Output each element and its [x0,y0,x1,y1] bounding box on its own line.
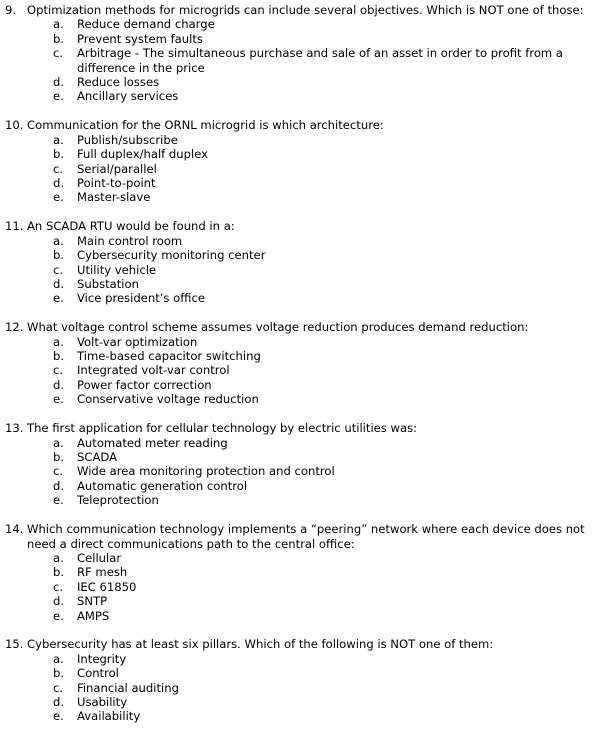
answer-option [0,493,603,507]
question-stem [0,3,603,17]
question-text: Optimization methods for microgrids can include several objectives. Which is NOT one of those: [27,3,584,17]
option-letter: e. [53,89,64,104]
option-text: Main control room [77,233,183,248]
option-letter: d. [53,175,65,190]
question-text: Communication for the ORNL microgrid is which architecture: [27,118,384,133]
answer-option [0,450,603,464]
option-letter: e. [53,291,64,306]
quiz-document [0,3,603,738]
answer-options [0,652,603,724]
option-text: Power factor correction [77,377,212,392]
answer-option [0,551,603,565]
option-letter: a. [53,435,64,450]
question-text: The first application for cellular technology by electric utilities was: [27,421,418,436]
question-block [0,637,603,723]
answer-option [0,234,603,248]
option-text: Volt-var optimization [77,334,198,349]
option-letter: a. [53,132,64,147]
option-text: Teleprotection [77,493,159,508]
answer-option [0,133,603,147]
option-text: Utility vehicle [77,262,157,277]
option-letter: d. [53,594,65,609]
question-number: 15. [5,637,24,652]
option-text: Reduce demand charge [77,17,215,32]
question-block [0,118,603,204]
option-letter: a. [53,233,64,248]
question-stem [0,118,603,132]
option-text: Cellular [77,550,122,565]
answer-option [0,335,603,349]
option-letter: a. [53,550,64,565]
answer-option [0,176,603,190]
option-letter: b. [53,31,65,46]
answer-option [0,666,603,680]
question-number: 11. [5,219,24,234]
option-letter: a. [53,17,64,32]
question-block [0,421,603,507]
option-text: SCADA [77,449,118,464]
answer-option [0,479,603,493]
option-text: Wide area monitoring protection and control [77,464,335,479]
question-text: Cybersecurity has at least six pillars. Which of the following is NOT one of them: [27,637,494,652]
answer-option [0,681,603,695]
option-text: Control [77,666,119,681]
option-letter: e. [53,392,64,407]
question-stem [0,637,603,651]
option-letter: c. [53,46,64,61]
option-letter: a. [53,334,64,349]
option-text: Arbitrage - The simultaneous purchase and sale of an asset in order to profit from a difference in the price [77,46,563,75]
answer-option [0,263,603,277]
option-letter: c. [53,464,64,479]
option-letter: e. [53,493,64,508]
option-text: Publish/subscribe [77,132,178,147]
answer-option [0,147,603,161]
answer-options [0,436,603,508]
option-letter: d. [53,75,65,90]
answer-options [0,133,603,205]
question-stem [0,522,603,551]
option-text: Ancillary services [77,89,179,104]
option-text: AMPS [77,608,110,623]
option-text: Full duplex/half duplex [77,147,209,162]
answer-option [0,580,603,594]
answer-option [0,464,603,478]
question-block [0,3,603,104]
option-text: Conservative voltage reduction [77,392,259,407]
option-text: Availability [77,709,141,724]
option-text: Serial/parallel [77,161,157,176]
answer-option [0,349,603,363]
option-letter: d. [53,377,65,392]
answer-option [0,565,603,579]
option-letter: c. [53,262,64,277]
question-stem [0,219,603,233]
question-block [0,219,603,305]
answer-option [0,594,603,608]
question-number: 10. [5,118,24,133]
option-letter: d. [53,478,65,493]
option-text: Financial auditing [77,680,179,695]
question-text: An SCADA RTU would be found in a: [27,219,235,234]
answer-option [0,277,603,291]
option-letter: d. [53,276,65,291]
question-text: What voltage control scheme assumes voltage reduction produces demand reduction: [27,320,529,335]
option-letter: b. [53,449,65,464]
option-letter: b. [53,248,65,263]
option-text: Point-to-point [77,175,156,190]
question-stem [0,320,603,334]
option-letter: c. [53,363,64,378]
answer-option [0,248,603,262]
option-text: Usability [77,695,128,710]
option-text: Substation [77,276,139,291]
question-text: Which communication technology implements a “peering” network where each device does not need a direct communications path to the central office: [27,522,585,551]
question-number: 14. [5,522,24,537]
option-text: Integrated volt-var control [77,363,230,378]
answer-option [0,17,603,31]
question-stem [0,421,603,435]
answer-option [0,75,603,89]
answer-options [0,17,603,103]
answer-options [0,551,603,623]
option-letter: b. [53,565,65,580]
answer-option [0,709,603,723]
option-text: Integrity [77,651,127,666]
option-letter: d. [53,695,65,710]
option-letter: c. [53,579,64,594]
option-letter: e. [53,190,64,205]
option-letter: a. [53,651,64,666]
option-letter: b. [53,666,65,681]
answer-option [0,162,603,176]
option-letter: e. [53,709,64,724]
answer-option [0,363,603,377]
answer-option [0,695,603,709]
option-text: Time-based capacitor switching [77,349,261,364]
option-text: IEC 61850 [77,579,137,594]
answer-option [0,190,603,204]
question-block [0,320,603,406]
answer-option [0,436,603,450]
answer-option [0,652,603,666]
option-letter: e. [53,608,64,623]
answer-options [0,335,603,407]
option-letter: c. [53,161,64,176]
question-number: 12. [5,320,24,335]
option-text: Prevent system faults [77,31,203,46]
option-text: RF mesh [77,565,128,580]
answer-options [0,234,603,306]
answer-option [0,378,603,392]
option-letter: c. [53,680,64,695]
option-text: Automated meter reading [77,435,228,450]
answer-option [0,392,603,406]
question-block [0,522,603,623]
answer-option [0,32,603,46]
option-text: Vice president’s office [77,291,205,306]
answer-option [0,46,603,75]
option-text: SNTP [77,594,108,609]
option-letter: b. [53,147,65,162]
answer-option [0,291,603,305]
option-text: Cybersecurity monitoring center [77,248,266,263]
question-number: 9. [5,3,17,17]
answer-option [0,609,603,623]
question-number: 13. [5,421,24,436]
answer-option [0,89,603,103]
option-text: Reduce losses [77,75,160,90]
option-text: Automatic generation control [77,478,248,493]
option-letter: b. [53,349,65,364]
option-text: Master-slave [77,190,151,205]
